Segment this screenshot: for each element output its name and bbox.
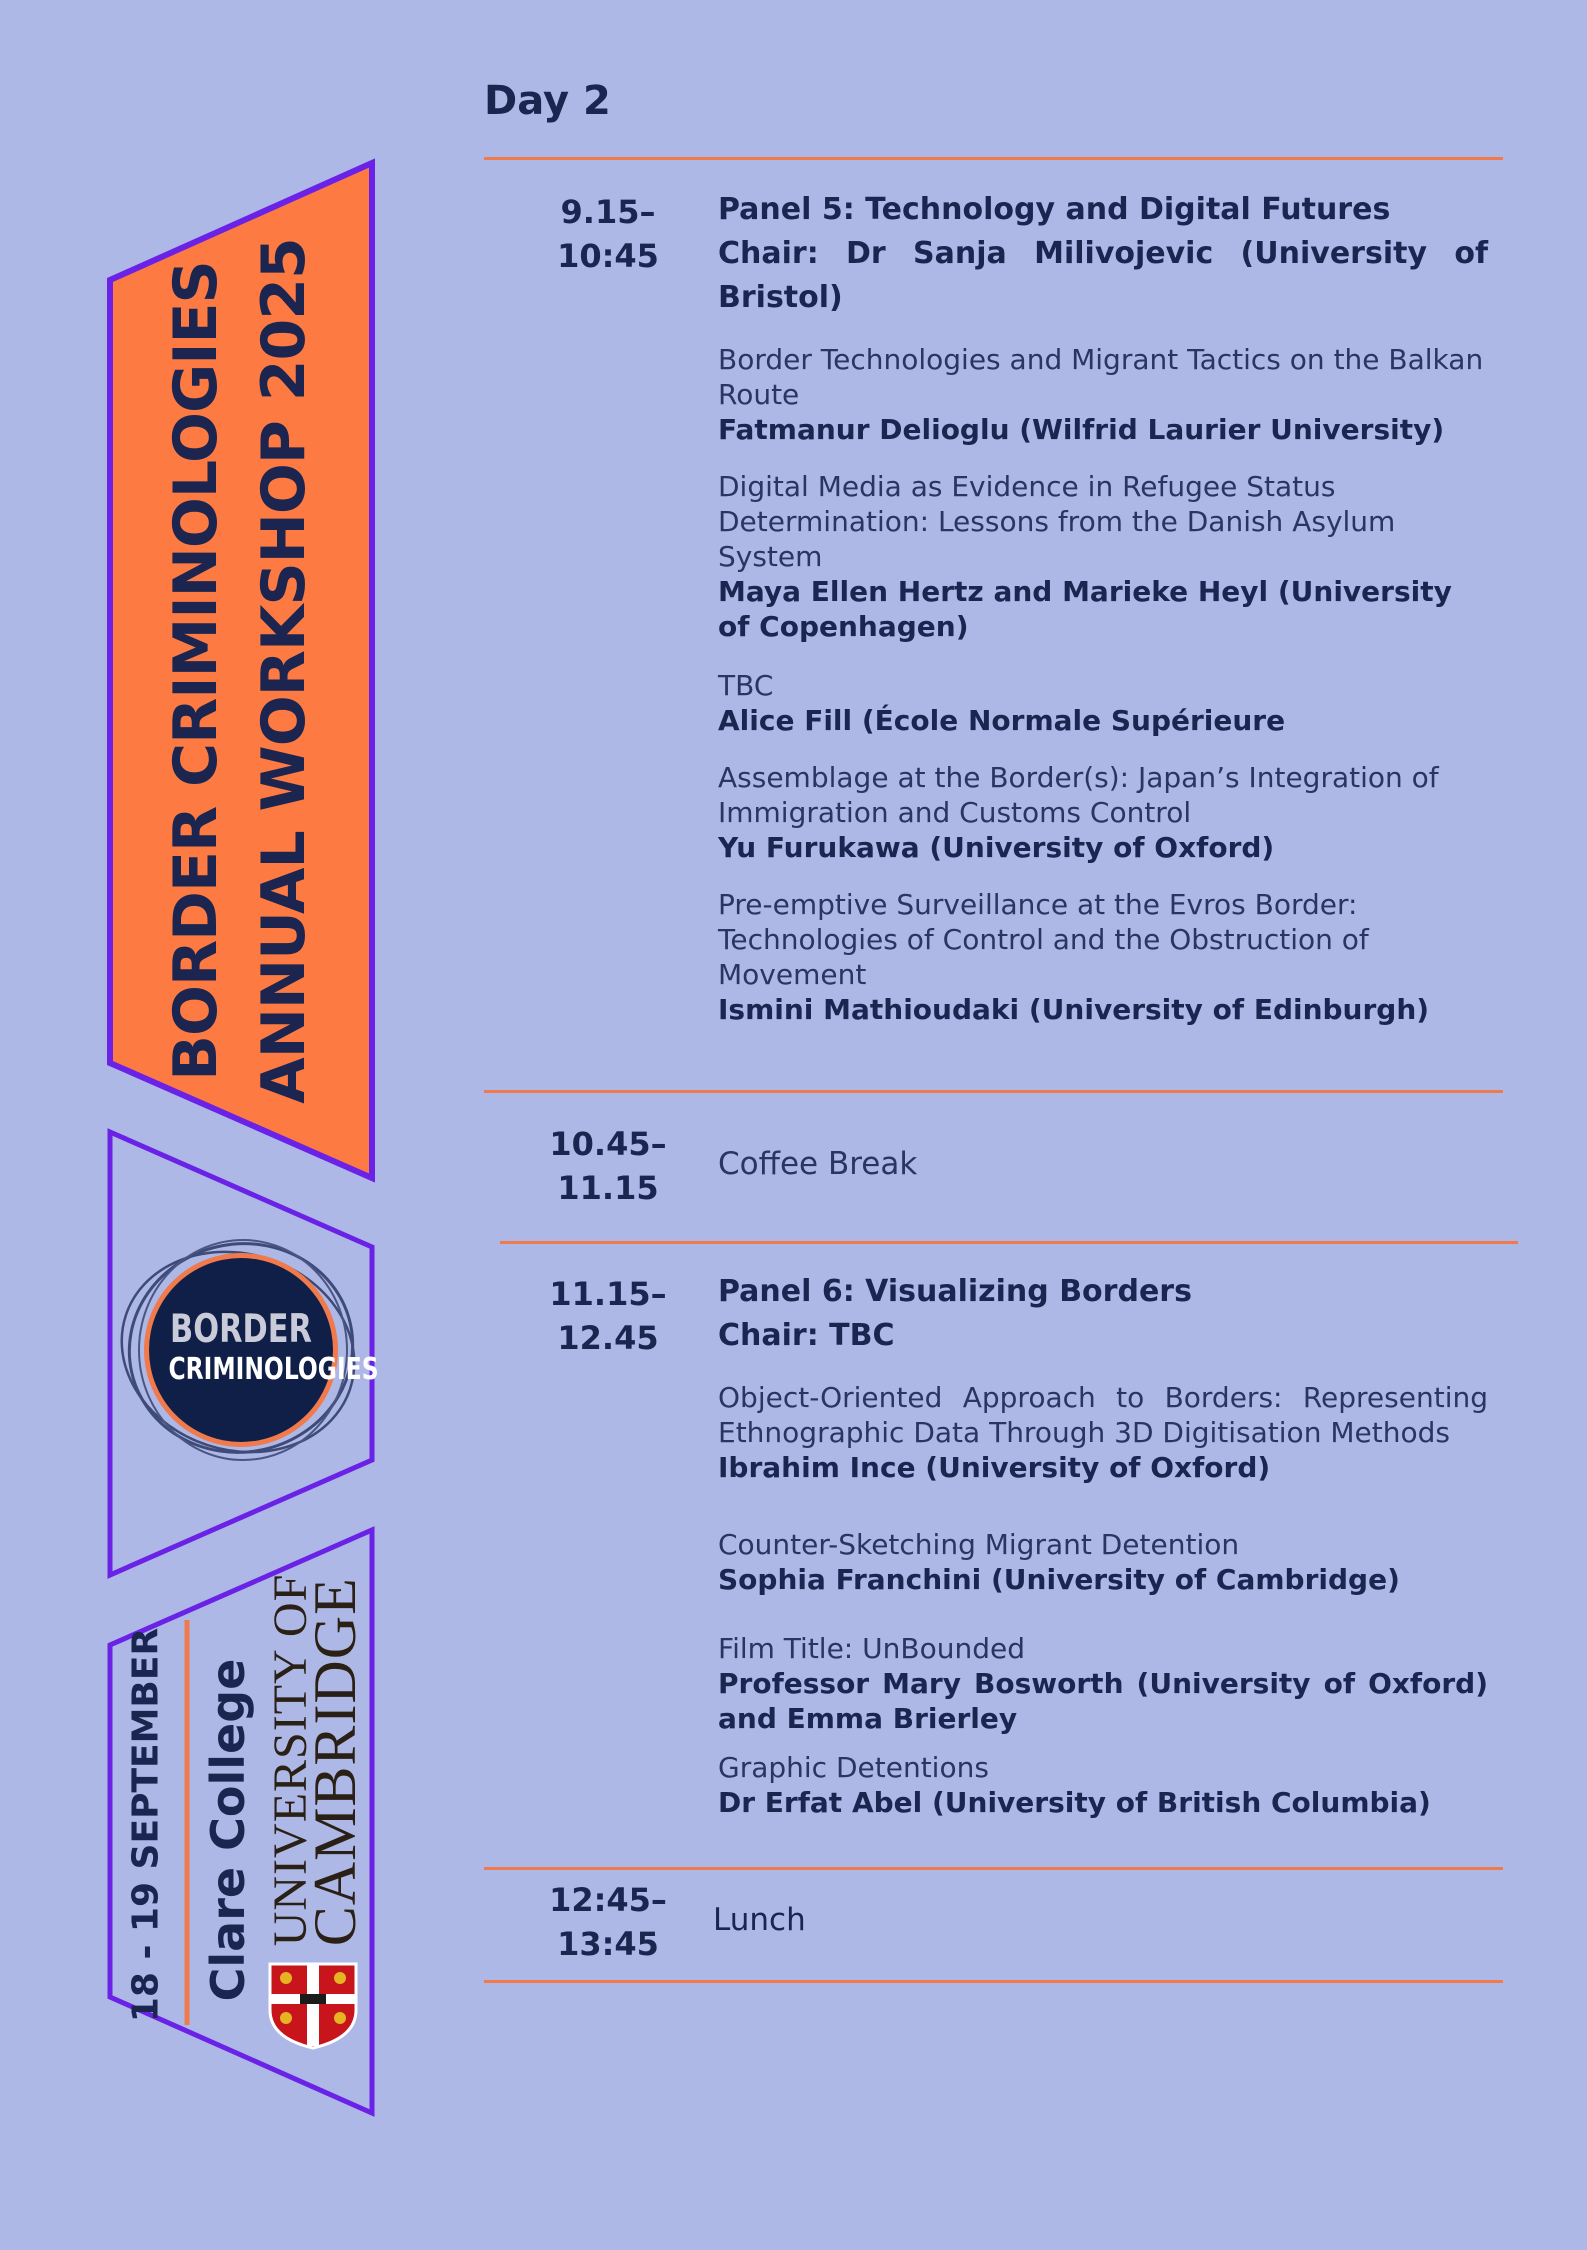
logo-wordmark xyxy=(168,1307,379,1388)
panel-chair: Chair: TBC xyxy=(718,1318,895,1353)
event-venue: Clare College xyxy=(201,1658,255,2002)
logo-word-border: BORDER xyxy=(170,1307,312,1352)
workshop-title-line1: BORDER CRIMINOLOGIES xyxy=(161,261,231,1081)
divider xyxy=(500,1241,1518,1244)
talk-speaker: Ismini Mathioudaki (University of Edinburgh) xyxy=(718,993,1430,1026)
talk-speaker: Yu Furukawa (University of Oxford) xyxy=(718,831,1275,864)
talk-speaker: Dr Erfat Abel (University of British Columbia) xyxy=(718,1786,1431,1819)
talk-title: Film Title: UnBounded xyxy=(718,1632,1025,1665)
time-end: 13:45 xyxy=(557,1925,659,1963)
talk-title: TBC xyxy=(718,669,774,702)
talk-item xyxy=(718,760,1488,865)
talk-item xyxy=(718,887,1488,1027)
cambridge-crest-icon xyxy=(270,1964,356,2048)
time-start: 12:45– xyxy=(549,1881,667,1919)
talk-title: Pre-emptive Surveillance at the Evros Border: Technologies of Control and the Obstruction of Movement xyxy=(718,888,1369,991)
talk-item xyxy=(718,1527,1488,1597)
sidebar xyxy=(0,0,420,2245)
divider xyxy=(484,1980,1503,1983)
talk-title: Graphic Detentions xyxy=(718,1751,989,1784)
session-time xyxy=(528,1122,688,1210)
talk-speaker: Alice Fill (École Normale Supérieure xyxy=(718,704,1286,737)
session-time xyxy=(528,1878,688,1966)
day-title: Day 2 xyxy=(484,78,611,124)
panel-title: Panel 6: Visualizing Borders xyxy=(718,1274,1192,1309)
university-line1: UNIVERSITY OF xyxy=(264,1573,317,1947)
divider xyxy=(484,1090,1503,1093)
talk-speaker: Maya Ellen Hertz and Marieke Heyl (University of Copenhagen) xyxy=(718,575,1452,643)
lunch-label: Lunch xyxy=(713,1902,806,1938)
talk-item xyxy=(718,668,1488,738)
talk-title: Object-Oriented Approach to Borders: Representing Ethnographic Data Through 3D Digitisation Methods xyxy=(718,1381,1488,1449)
talk-speaker: Ibrahim Ince (University of Oxford) xyxy=(718,1451,1271,1484)
talk-title: Assemblage at the Border(s): Japan’s Integration of Immigration and Customs Control xyxy=(718,761,1439,829)
university-wordmark xyxy=(264,1573,368,1947)
event-dates: 18 - 19 SEPTEMBER xyxy=(125,1627,167,2023)
talk-item xyxy=(718,1380,1488,1485)
talk-speaker: Sophia Franchini (University of Cambridge) xyxy=(718,1563,1400,1596)
workshop-title-line2: ANNUAL WORKSHOP 2025 xyxy=(249,238,319,1104)
title-banner-shape xyxy=(110,163,372,1178)
talk-item xyxy=(718,1631,1488,1736)
panel-chair: Chair: Dr Sanja Milivojevic (University of Bristol) xyxy=(718,236,1488,315)
divider xyxy=(484,1867,1503,1870)
panel-5 xyxy=(718,188,1488,1049)
panel-title: Panel 5: Technology and Digital Futures xyxy=(718,192,1391,227)
talk-speaker: Professor Mary Bosworth (University of Oxford) and Emma Brierley xyxy=(718,1667,1488,1735)
talk-item xyxy=(718,469,1488,644)
talk-title: Digital Media as Evidence in Refugee Status Determination: Lessons from the Danish Asylum System xyxy=(718,470,1396,573)
talk-speaker: Fatmanur Delioglu (Wilfrid Laurier University) xyxy=(718,413,1445,446)
time-end: 11.15 xyxy=(557,1169,659,1207)
talk-item xyxy=(718,1750,1488,1820)
logo-word-criminologies: CRIMINOLOGIES xyxy=(168,1352,379,1387)
time-end: 12.45 xyxy=(557,1319,659,1357)
talk-title: Border Technologies and Migrant Tactics on the Balkan Route xyxy=(718,343,1484,411)
session-time xyxy=(528,190,688,278)
talk-item xyxy=(718,342,1488,447)
time-start: 9.15– xyxy=(560,193,656,231)
university-line2: CAMBRIDGE xyxy=(302,1577,368,1947)
time-start: 10.45– xyxy=(549,1125,667,1163)
coffee-break-label: Coffee Break xyxy=(718,1146,918,1182)
talk-title: Counter-Sketching Migrant Detention xyxy=(718,1528,1240,1561)
time-end: 10:45 xyxy=(557,237,659,275)
session-time xyxy=(528,1272,688,1360)
time-start: 11.15– xyxy=(549,1275,667,1313)
panel-6 xyxy=(718,1270,1488,1842)
divider xyxy=(484,157,1503,160)
